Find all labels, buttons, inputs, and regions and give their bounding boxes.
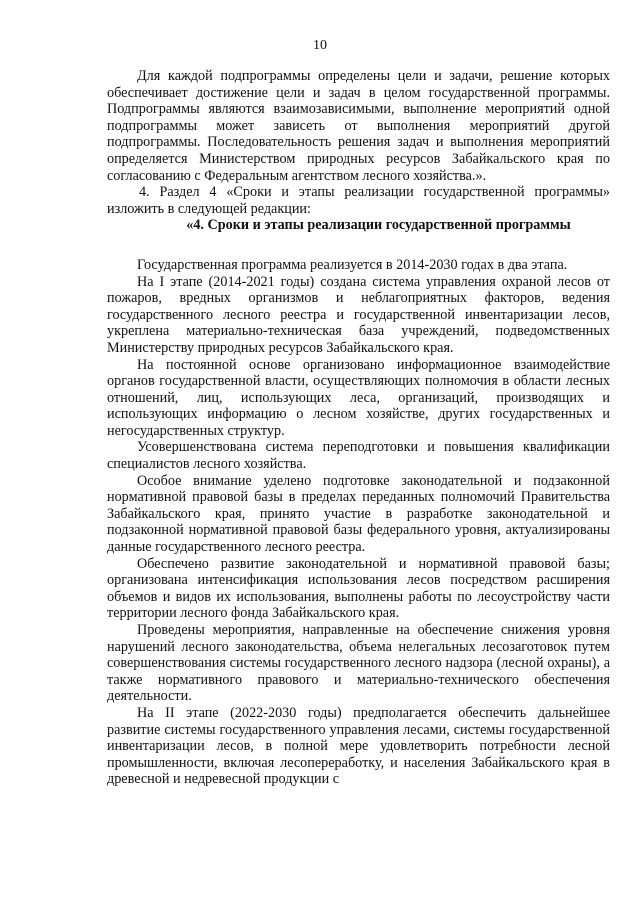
paragraph-training: Усовершенствована система переподготовки и повышения квалификации специалистов лесного хозяйства. [107,439,610,473]
paragraph-stage-1: На I этапе (2014-2021 годы) создана система управления охраной лесов от пожаров, вредных организмов и неблагоприятных факторов, ведения государственного лесного реестра и государственной инвентаризации лесов, укреплена материально-техническая база учреждений, подведомственных Министерству природных ресурсов Забайкальского края. [107,273,610,356]
section-heading: «4. Сроки и этапы реализации государственной программы [186,217,571,234]
paragraph-stage-2: На II этапе (2022-2030 годы) предполагается обеспечить дальнейшее развитие системы государственного управления лесами, системы государственной инвентаризации лесов, в полной мере удовлетворить потребности лесной промышленности, включая лесопереработку, и населения Забайкальского края в древесной и недревесной продукции с [107,704,610,788]
paragraph-subprograms: Для каждой подпрограммы определены цели и задачи, решение которых обеспечивает достижение цели и задач в целом государственной программы. Подпрограммы являются взаимозависимыми, выполнение мероприятий одной подпрограммы может зависеть от выполнения мероприятий другой подпрограммы. Последовательность решения задач и выполнения мероприятий определяется Министерством природных ресурсов Забайкальского края по согласованию с Федеральным агентством лесного хозяйства.». [107,68,610,184]
paragraph-legal-base: Особое внимание уделено подготовке законодательной и подзаконной нормативной правовой базы в пределах переданных полномочий Правительства Забайкальского края, принято участие в разработке законодательной и подзаконной нормативной правовой базы федерального уровня, актуализированы данные государственного лесного реестра. [107,472,610,556]
paragraph-amendment-item-4: 4. Раздел 4 «Сроки и этапы реализации государственной программы» изложить в следующей редакции: [107,184,610,217]
paragraph-development: Обеспечено развитие законодательной и нормативной правовой базы; организована интенсификация использования лесов посредством расширения объемов и видов их использования, выполнены работы по лесоустройству части территории лесного фонда Забайкальского края. [107,555,610,622]
paragraph-stages: Государственная программа реализуется в 2014-2030 годах в два этапа. [137,256,568,273]
page-number: 10 [313,38,327,53]
paragraph-interaction: На постоянной основе организовано информационное взаимодействие органов государственной власти, осуществляющих полномочия в области лесных отношений, лиц, использующих леса, организаций, производящих и использующих информацию о лесном хозяйстве, других государственных и негосударственных структур. [107,356,610,439]
paragraph-measures: Проведены мероприятия, направленные на обеспечение снижения уровня нарушений лесного законодательства, объема нелегальных лесозаготовок путем совершенствования системы государственного лесного надзора (лесной охраны), а также нормативного правового и материально-технического обеспечения деятельности. [107,622,610,705]
document-body [107,68,610,788]
